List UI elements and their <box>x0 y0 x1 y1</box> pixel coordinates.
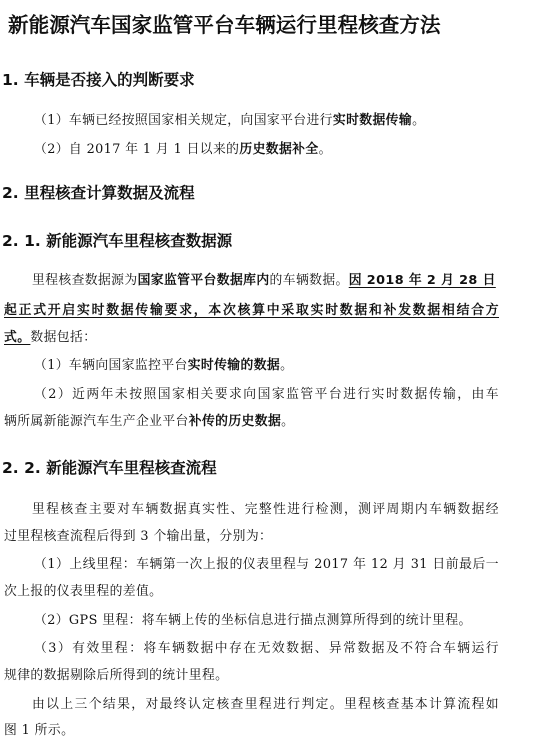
document-title: 新能源汽车国家监管平台车辆运行里程核查方法 <box>8 13 441 37</box>
s22-item-1-line-1: （1）上线里程：车辆第一次上报的仪表里程与 2017 年 12 月 31 日前最后一 <box>34 557 499 572</box>
s21-p1-line3-bold: 式。 <box>4 330 31 345</box>
section-2-heading: 2. 里程核查计算数据及流程 <box>2 184 195 202</box>
s22-para-1-line-2: 过里程核查流程后得到 3 个输出量，分别为： <box>4 529 273 544</box>
s1-item-1-bold: 实时数据传输 <box>332 113 413 128</box>
s22-para-2-line-1: 由以上三个结果，对最终认定核查里程进行判定。里程核查基本计算流程如 <box>32 697 499 712</box>
s1-item-2-text: （2）自 2017 年 1 月 1 日以来的 <box>34 142 240 157</box>
s21-item-2-end: 。 <box>281 414 295 429</box>
s21-p1-a: 里程核查数据源为 <box>32 273 138 288</box>
s21-para-line-1 <box>32 272 545 290</box>
s1-item-1 <box>34 112 545 130</box>
s21-p1-d: 因 2018 年 2 月 28 日 <box>348 273 496 288</box>
s1-item-2-bold: 历史数据补全 <box>239 142 319 157</box>
s21-item-1-text: （1）车辆向国家监控平台 <box>34 358 188 373</box>
s21-item-1-bold: 实时传输的数据 <box>187 358 281 373</box>
s21-item-1-end: 。 <box>280 358 294 373</box>
s21-item-2-line-1: （2）近两年未按照国家相关要求向国家监管平台进行实时数据传输，由车 <box>34 387 499 402</box>
s22-item-3-line-1: （3）有效里程：将车辆数据中存在无效数据、异常数据及不符合车辆运行 <box>34 641 499 656</box>
s21-item-2-bold: 补传的历史数据 <box>188 414 282 429</box>
section-1-heading: 1. 车辆是否接入的判断要求 <box>2 71 195 89</box>
s21-p1-b: 国家监管平台数据库内 <box>137 273 270 288</box>
section-2-2-heading: 2. 2. 新能源汽车里程核查流程 <box>2 459 217 477</box>
s21-p1-c: 的车辆数据。 <box>269 273 349 288</box>
s1-item-1-end: 。 <box>412 113 426 128</box>
s1-item-2 <box>34 141 545 159</box>
s21-para-line-2: 起正式开启实时数据传输要求，本次核算中采取实时数据和补发数据相结合方 <box>4 303 499 318</box>
s22-para-2-line-2: 图 1 所示。 <box>4 723 75 738</box>
s1-item-2-end: 。 <box>318 142 332 157</box>
s22-para-1-line-1: 里程核查主要对车辆数据真实性、完整性进行检测，测评周期内车辆数据经 <box>32 502 499 517</box>
s1-item-1-text: （1）车辆已经按照国家相关规定，向国家平台进行 <box>34 113 333 128</box>
s21-p1-line3-rest: 数据包括： <box>30 330 97 345</box>
s21-item-1 <box>34 357 545 375</box>
section-2-1-heading: 2. 1. 新能源汽车里程核查数据源 <box>2 232 233 250</box>
s22-item-2: （2）GPS 里程：将车辆上传的坐标信息进行描点测算所得到的统计里程。 <box>34 613 472 628</box>
s22-item-1-line-2: 次上报的仪表里程的差值。 <box>4 584 163 599</box>
s22-item-3-line-2: 规律的数据剔除后所得到的统计里程。 <box>4 668 229 683</box>
s21-item-2-text: 辆所属新能源汽车生产企业平台 <box>4 414 189 429</box>
s21-item-2-line-2 <box>4 413 545 431</box>
s21-para-line-3 <box>4 329 545 347</box>
